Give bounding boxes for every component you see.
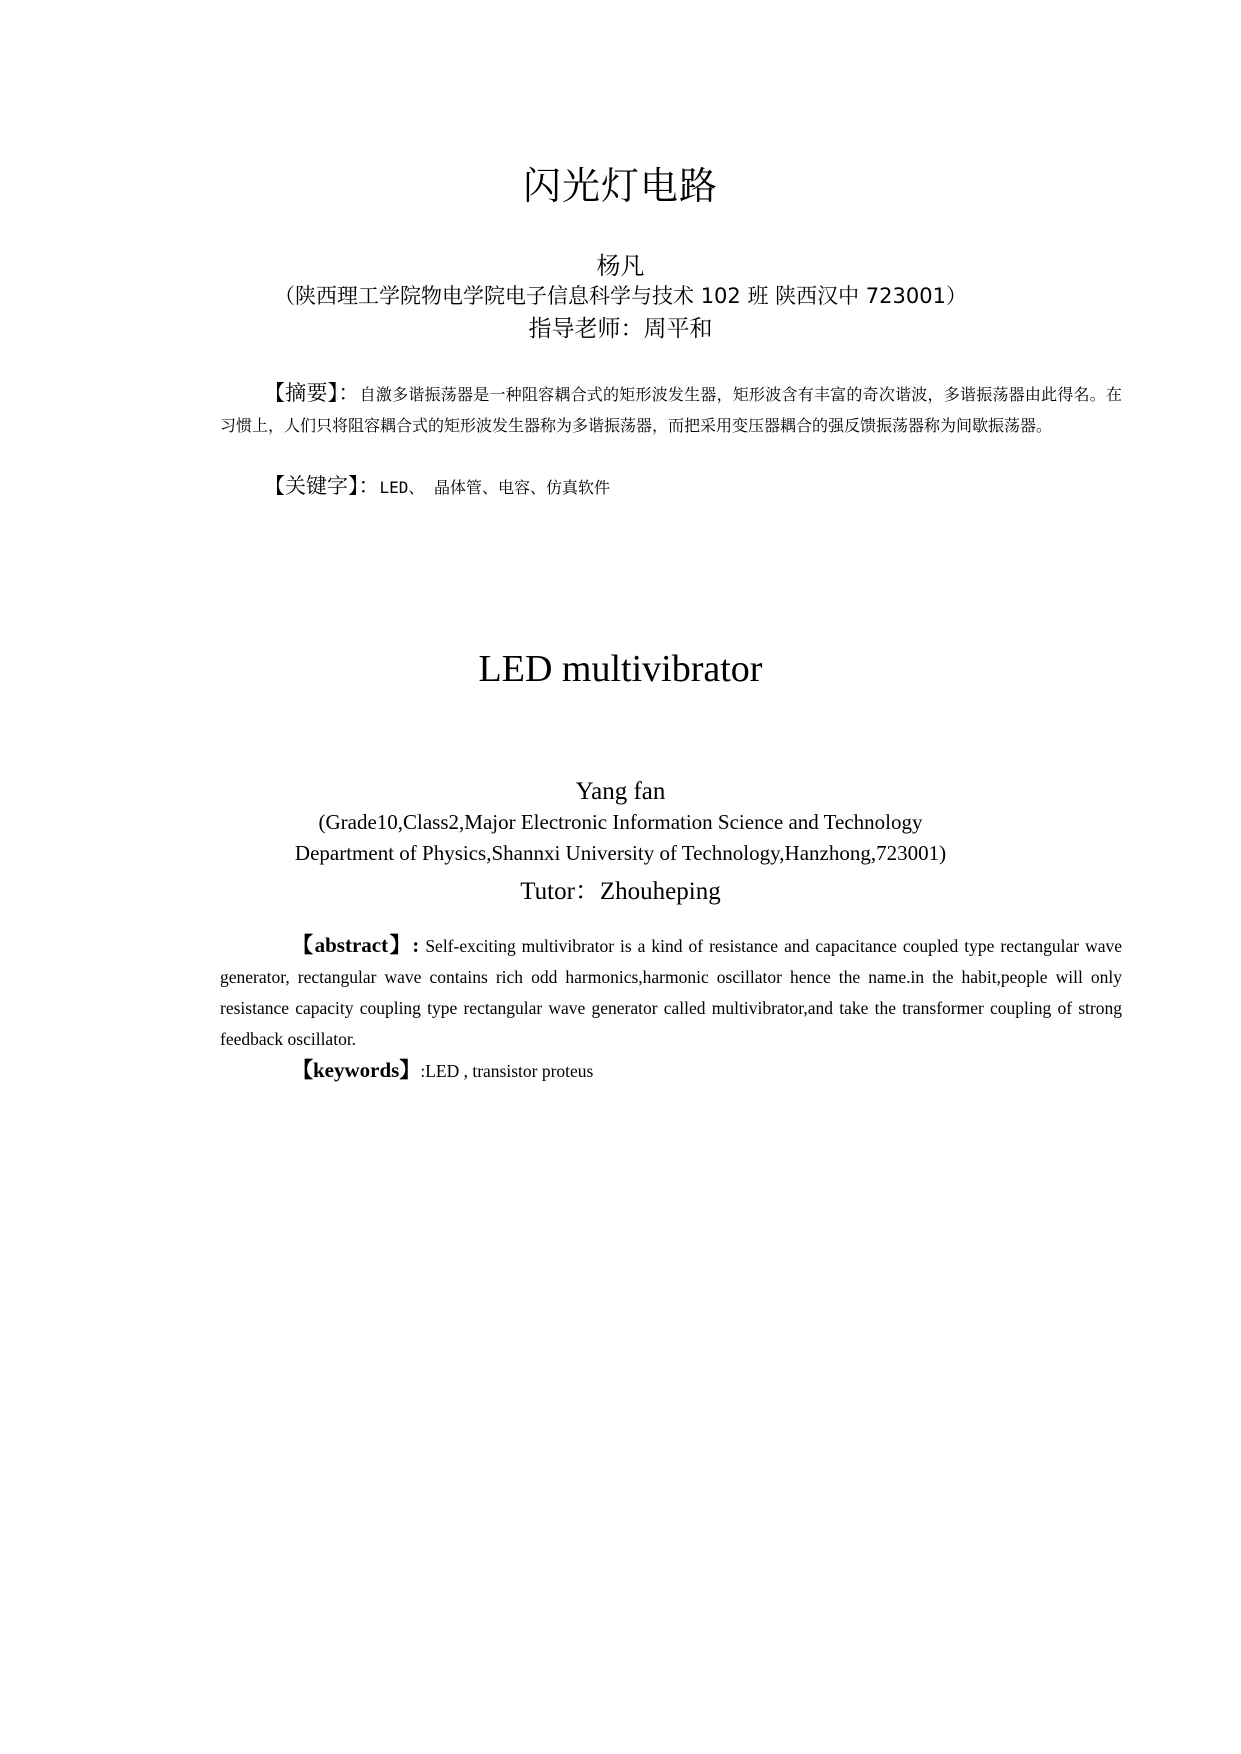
chinese-keywords-label: 【关键字】： <box>264 474 380 498</box>
chinese-abstract-text: 自激多谐振荡器是一种阻容耦合式的矩形波发生器，矩形波含有丰富的奇次谐波，多谐振荡器由此得名。在习惯上，人们只将阻容耦合式的矩形波发生器称为多谐振荡器，而把采用变压器耦合的强反馈振荡器称为间歇振荡器。 <box>220 385 1123 435</box>
english-abstract-label: 【abstract】: <box>292 933 420 957</box>
chinese-title: 闪光灯电路 <box>522 164 718 208</box>
chinese-tutor: 指导老师：周平和 <box>528 316 713 342</box>
chinese-author: 杨凡 <box>596 252 645 280</box>
chinese-keywords <box>220 472 1122 502</box>
chinese-abstract <box>220 378 1122 441</box>
english-author: Yang fan <box>575 778 666 805</box>
english-keywords-label: 【keywords】 <box>292 1058 421 1082</box>
chinese-abstract-label: 【摘要】： <box>264 381 360 405</box>
chinese-keywords-text: LED、 晶体管、电容、仿真软件 <box>379 478 611 497</box>
english-keywords <box>220 1055 1122 1087</box>
english-affiliation-line1: (Grade10,Class2,Major Electronic Information Science and Technology <box>318 810 923 834</box>
chinese-affiliation: （陕西理工学院物电学院电子信息科学与技术 102 班 陕西汉中 723001） <box>274 284 967 308</box>
english-abstract-text: Self-exciting multivibrator is a kind of resistance and capacitance coupled type rectangular wave generator, rectangular wave contains rich odd harmonics,harmonic oscillator hence the name.in the habit,people will only resistance capacity coupling type rectangular wave generator called multivibrator,and take the transformer coupling of strong feedback oscillator. <box>220 936 1123 1049</box>
english-abstract <box>220 930 1122 1055</box>
english-tutor: Tutor：Zhouheping <box>520 878 721 905</box>
english-affiliation-line2: Department of Physics,Shannxi University of Technology,Hanzhong,723001) <box>294 841 947 865</box>
english-title: LED multivibrator <box>478 648 763 690</box>
english-keywords-text: :LED , transistor proteus <box>420 1061 594 1081</box>
